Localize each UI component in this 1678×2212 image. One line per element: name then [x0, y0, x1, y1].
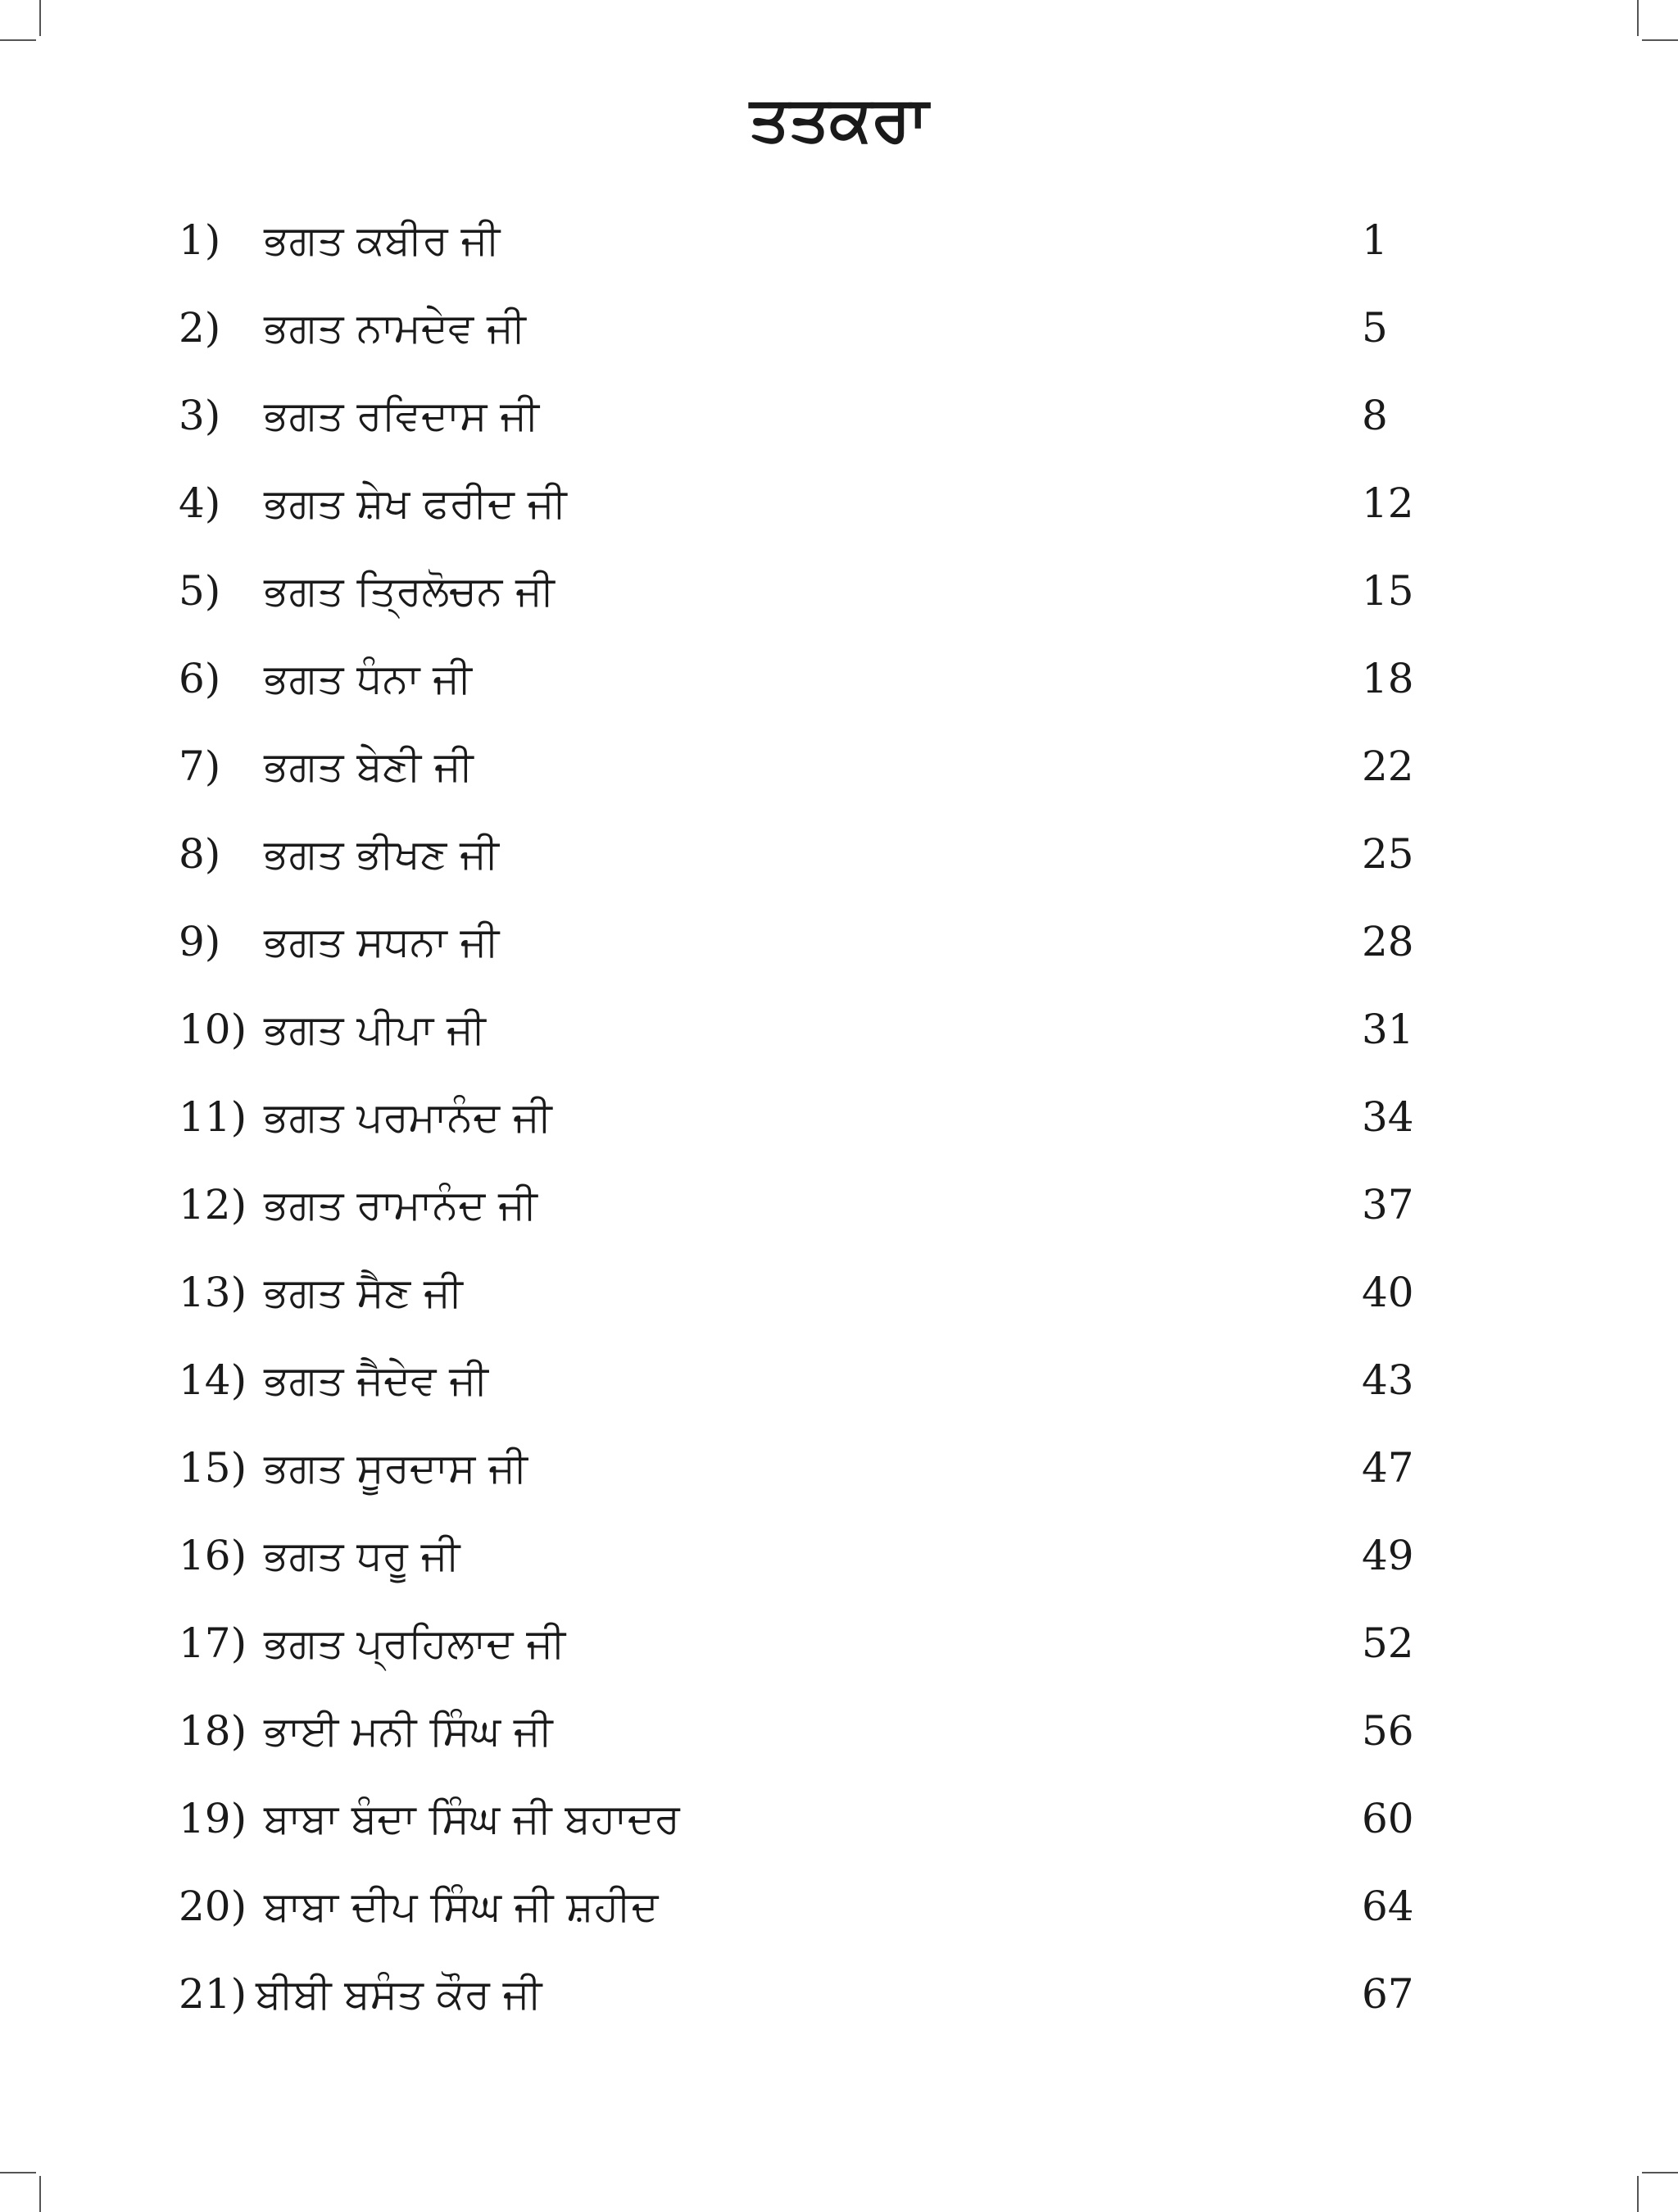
- toc-entry: [0, 1424, 1678, 1512]
- toc-entry-page: 60: [1362, 1795, 1414, 1842]
- toc-entry-number: 7): [179, 743, 221, 790]
- toc-entry-title: ਭਗਤ ਧੰਨਾ ਜੀ: [264, 655, 472, 702]
- toc-entry-page: 22: [1362, 743, 1414, 790]
- crop-mark-bottom-right: [1637, 2176, 1639, 2212]
- toc-entry-title: ਭਗਤ ਤ੍ਰਿਲੋਚਨ ਜੀ: [264, 567, 555, 615]
- toc-entry-title: ਭਗਤ ਸ਼ੇਖ ਫਰੀਦ ਜੀ: [264, 479, 567, 527]
- toc-entry: [0, 1249, 1678, 1337]
- toc-entry-title: ਭਗਤ ਸਧਨਾ ਜੀ: [264, 918, 500, 965]
- toc-entry: [0, 811, 1678, 898]
- crop-mark-top-left: [39, 0, 41, 36]
- toc-entry-title: ਭਗਤ ਸੂਰਦਾਸ ਜੀ: [264, 1444, 528, 1492]
- toc-entry-number: 6): [179, 655, 221, 702]
- toc-entry-number: 11): [179, 1093, 247, 1141]
- toc-entry: [0, 1161, 1678, 1249]
- toc-entry-title: ਭਾਈ ਮਨੀ ਸਿੰਘ ਜੀ: [264, 1707, 553, 1755]
- toc-entry-title: ਭਗਤ ਨਾਮਦੇਵ ਜੀ: [264, 304, 526, 352]
- toc-entry: [0, 1512, 1678, 1600]
- toc-entry-number: 17): [179, 1619, 247, 1667]
- toc-entry: [0, 635, 1678, 723]
- crop-mark-top-right: [1637, 0, 1639, 36]
- toc-entry-title: ਬਾਬਾ ਬੰਦਾ ਸਿੰਘ ਜੀ ਬਹਾਦਰ: [264, 1795, 680, 1842]
- page-title: ਤਤਕਰਾ: [750, 82, 928, 155]
- toc-entry-number: 13): [179, 1269, 247, 1316]
- toc-entry-title: ਭਗਤ ਕਬੀਰ ਜੀ: [264, 216, 501, 264]
- toc-entry-number: 21): [179, 1970, 247, 2018]
- toc-entry-page: 25: [1362, 830, 1414, 878]
- toc-entry-title: ਭਗਤ ਜੈਦੇਵ ਜੀ: [264, 1356, 488, 1404]
- toc-entry-page: 15: [1362, 567, 1414, 615]
- toc-entry-title: ਭਗਤ ਸੈਣ ਜੀ: [264, 1269, 463, 1316]
- crop-mark-top-right: [1642, 39, 1678, 41]
- toc-entry: [0, 898, 1678, 986]
- toc-entry-number: 2): [179, 304, 221, 352]
- toc-entry-number: 18): [179, 1707, 247, 1755]
- toc-entry: [0, 723, 1678, 811]
- toc-entry: [0, 284, 1678, 372]
- toc-entry-page: 64: [1362, 1883, 1414, 1930]
- toc-entry-number: 10): [179, 1006, 247, 1053]
- toc-entry-number: 16): [179, 1532, 247, 1579]
- toc-entry-title: ਭਗਤ ਪਰਮਾਨੰਦ ਜੀ: [264, 1093, 552, 1141]
- toc-entry-title: ਭਗਤ ਭੀਖਣ ਜੀ: [264, 830, 499, 878]
- toc-entry-number: 19): [179, 1795, 247, 1842]
- toc-entry-page: 12: [1362, 479, 1414, 527]
- crop-mark-bottom-left: [0, 2172, 36, 2173]
- toc-entry-page: 37: [1362, 1181, 1414, 1229]
- toc-entry-number: 3): [179, 392, 221, 439]
- toc-entry-number: 15): [179, 1444, 247, 1492]
- toc-entry-page: 67: [1362, 1970, 1414, 2018]
- toc-entry-page: 28: [1362, 918, 1414, 965]
- toc-entry-page: 31: [1362, 1006, 1414, 1053]
- toc-entry: [0, 1775, 1678, 1863]
- table-of-contents: [0, 197, 1678, 2038]
- toc-entry-page: 1: [1362, 216, 1388, 264]
- toc-entry-page: 18: [1362, 655, 1414, 702]
- toc-entry-page: 34: [1362, 1093, 1414, 1141]
- toc-entry-page: 49: [1362, 1532, 1414, 1579]
- toc-entry-title: ਭਗਤ ਪ੍ਰਹਿਲਾਦ ਜੀ: [264, 1619, 566, 1667]
- crop-mark-bottom-right: [1642, 2172, 1678, 2173]
- toc-entry-title: ਬੀਬੀ ਬਸੰਤ ਕੌਰ ਜੀ: [256, 1970, 542, 2018]
- toc-entry-title: ਬਾਬਾ ਦੀਪ ਸਿੰਘ ਜੀ ਸ਼ਹੀਦ: [264, 1883, 659, 1930]
- toc-entry: [0, 1074, 1678, 1161]
- toc-entry-title: ਭਗਤ ਧਰੂ ਜੀ: [264, 1532, 460, 1579]
- toc-entry: [0, 1951, 1678, 2038]
- toc-entry-title: ਭਗਤ ਰਾਮਾਨੰਦ ਜੀ: [264, 1181, 537, 1229]
- toc-entry-title: ਭਗਤ ਪੀਪਾ ਜੀ: [264, 1006, 486, 1053]
- crop-mark-top-left: [0, 39, 36, 41]
- crop-mark-bottom-left: [39, 2176, 41, 2212]
- toc-entry-number: 1): [179, 216, 221, 264]
- toc-entry: [0, 1600, 1678, 1687]
- toc-entry-page: 40: [1362, 1269, 1414, 1316]
- toc-entry: [0, 197, 1678, 284]
- toc-entry: [0, 1863, 1678, 1951]
- toc-entry-number: 5): [179, 567, 221, 615]
- toc-entry: [0, 547, 1678, 635]
- toc-entry: [0, 372, 1678, 460]
- toc-entry-number: 4): [179, 479, 221, 527]
- toc-entry: [0, 1337, 1678, 1424]
- toc-entry: [0, 460, 1678, 547]
- toc-entry-page: 56: [1362, 1707, 1414, 1755]
- toc-entry-page: 8: [1362, 392, 1388, 439]
- toc-entry-number: 9): [179, 918, 221, 965]
- toc-entry-number: 12): [179, 1181, 247, 1229]
- toc-entry-page: 5: [1362, 304, 1388, 352]
- toc-entry: [0, 1687, 1678, 1775]
- toc-entry-number: 8): [179, 830, 221, 878]
- toc-entry-page: 43: [1362, 1356, 1414, 1404]
- toc-entry: [0, 986, 1678, 1074]
- toc-entry-page: 47: [1362, 1444, 1414, 1492]
- toc-entry-number: 20): [179, 1883, 247, 1930]
- toc-entry-page: 52: [1362, 1619, 1414, 1667]
- toc-entry-title: ਭਗਤ ਰਵਿਦਾਸ ਜੀ: [264, 392, 540, 439]
- toc-entry-title: ਭਗਤ ਬੇਣੀ ਜੀ: [264, 743, 474, 790]
- toc-entry-number: 14): [179, 1356, 247, 1404]
